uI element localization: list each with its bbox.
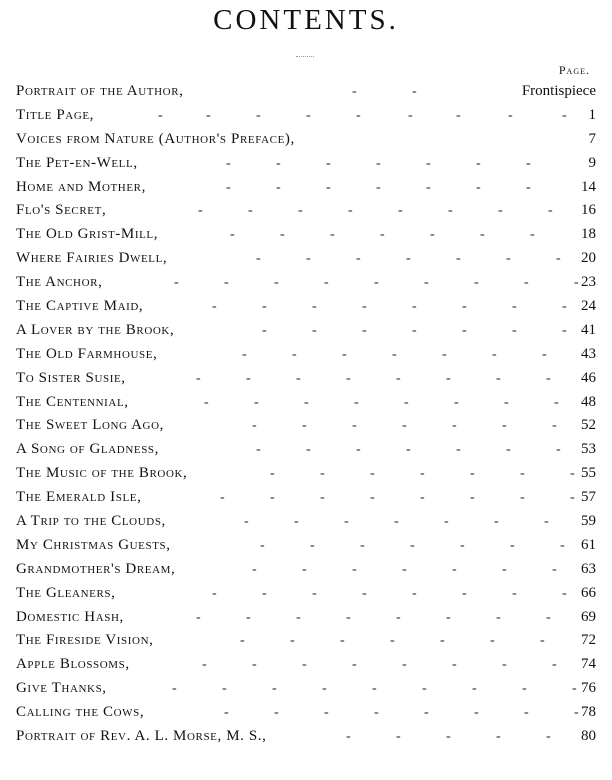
- toc-entry-page: 48: [581, 393, 596, 410]
- leader-dash: -: [280, 227, 285, 243]
- toc-entry: [16, 677, 596, 701]
- leader-dash: -: [524, 275, 529, 291]
- leader-dash: -: [506, 251, 511, 267]
- leader-dash: -: [310, 537, 315, 553]
- leader-dash: -: [570, 490, 575, 506]
- toc-entry-title: The Gleaners,: [16, 584, 116, 601]
- leader-dash: -: [224, 705, 229, 721]
- toc-entry: [16, 438, 596, 462]
- toc-entry-page: 66: [581, 584, 596, 601]
- leader-dash: -: [256, 107, 261, 123]
- toc-entry-page: Frontispiece: [521, 83, 596, 99]
- leader-dash: -: [512, 299, 517, 315]
- leader-dash: -: [372, 681, 377, 697]
- leader-dash: -: [274, 275, 279, 291]
- title-rule: [296, 56, 314, 58]
- toc-entry-title: The Anchor,: [16, 274, 103, 291]
- leader-dash: -: [306, 251, 311, 267]
- leader-dash: -: [370, 466, 375, 482]
- toc-entry: [16, 534, 596, 558]
- leader-dash: -: [396, 370, 401, 386]
- toc-entry: [16, 247, 596, 271]
- toc-entry-page: 1: [588, 106, 596, 123]
- leader-dash: -: [306, 442, 311, 458]
- leader-dash: -: [506, 442, 511, 458]
- leader-dash: -: [456, 251, 461, 267]
- toc-entry: [16, 462, 596, 486]
- leader-dash: -: [456, 107, 461, 123]
- leader-dash: -: [246, 370, 251, 386]
- leader-dash: -: [452, 657, 457, 673]
- leader-dash: -: [420, 466, 425, 482]
- leader-dash: -: [312, 299, 317, 315]
- toc-entry: [16, 176, 596, 200]
- leader-dash: -: [508, 107, 513, 123]
- leader-dash: -: [320, 466, 325, 482]
- leader-dash: -: [570, 466, 575, 482]
- toc-entry-page: 43: [581, 345, 596, 362]
- leader-dash: -: [396, 609, 401, 625]
- leader-dash: -: [412, 322, 417, 338]
- leader-dash: -: [252, 657, 257, 673]
- leader-dash: -: [262, 322, 267, 338]
- leader-dash: -: [542, 346, 547, 362]
- leader-dash: -: [262, 585, 267, 601]
- leader-dash: -: [502, 561, 507, 577]
- leader-dash: -: [406, 251, 411, 267]
- toc-entry: [16, 414, 596, 438]
- leader-dash: -: [422, 681, 427, 697]
- toc-entry-page: 24: [581, 298, 596, 315]
- leader-dash: -: [426, 179, 431, 195]
- leader-dash: -: [220, 490, 225, 506]
- leader-dash: -: [476, 179, 481, 195]
- toc-entry-page: 18: [581, 226, 596, 243]
- toc-entry: [16, 223, 596, 247]
- toc-entry-title: To Sister Susie,: [16, 369, 126, 386]
- leader-dash: -: [256, 442, 261, 458]
- leader-dash: -: [222, 681, 227, 697]
- leader-dash: -: [324, 275, 329, 291]
- leader-dash: -: [346, 609, 351, 625]
- leader-dash: -: [206, 107, 211, 123]
- leader-dash: -: [470, 490, 475, 506]
- leader-dash: -: [370, 490, 375, 506]
- toc-entry: [16, 295, 596, 319]
- toc-entry-page: 63: [581, 560, 596, 577]
- leader-dash: -: [270, 490, 275, 506]
- table-of-contents: [16, 80, 596, 749]
- toc-entry-page: 14: [581, 178, 596, 195]
- leader-dash: -: [546, 370, 551, 386]
- leader-dash: -: [312, 322, 317, 338]
- leader-dash: -: [476, 155, 481, 171]
- leader-dash: -: [226, 179, 231, 195]
- toc-entry: [16, 319, 596, 343]
- toc-entry-page: 78: [581, 704, 596, 721]
- leader-dash: -: [322, 681, 327, 697]
- leader-dash: -: [496, 370, 501, 386]
- leader-dash: -: [276, 155, 281, 171]
- leader-dash: -: [196, 609, 201, 625]
- leader-dash: -: [526, 179, 531, 195]
- leader-dash: -: [496, 609, 501, 625]
- toc-entry: [16, 629, 596, 653]
- leader-dash: -: [380, 227, 385, 243]
- leader-dash: -: [302, 418, 307, 434]
- leader-dash: -: [502, 418, 507, 434]
- leader-dash: -: [524, 705, 529, 721]
- leader-dash: -: [242, 346, 247, 362]
- leader-dash: -: [562, 585, 567, 601]
- leader-dash: -: [556, 251, 561, 267]
- leader-dash: -: [352, 84, 357, 99]
- leader-dash: -: [562, 107, 567, 123]
- leader-dash: -: [344, 514, 349, 530]
- leader-dash: -: [442, 346, 447, 362]
- leader-dash: -: [480, 227, 485, 243]
- leader-dash: -: [374, 275, 379, 291]
- leader-dash: -: [392, 346, 397, 362]
- toc-entry-page: 7: [588, 130, 596, 147]
- toc-entry-title: Domestic Hash,: [16, 608, 124, 625]
- leader-dash: -: [474, 705, 479, 721]
- leader-dash: -: [296, 370, 301, 386]
- leader-dash: -: [276, 179, 281, 195]
- leader-dash: -: [158, 107, 163, 123]
- toc-entry-title: Apple Blossoms,: [16, 656, 130, 673]
- toc-entry-title: The Old Farmhouse,: [16, 345, 158, 362]
- leader-dash: -: [410, 537, 415, 553]
- toc-entry-page: 20: [581, 250, 596, 267]
- leader-dash: -: [462, 322, 467, 338]
- leader-dash: -: [446, 609, 451, 625]
- toc-entry-page: 72: [581, 632, 596, 649]
- leader-dash: -: [526, 155, 531, 171]
- toc-entry-title: Give Thanks,: [16, 680, 107, 697]
- toc-entry: [16, 199, 596, 223]
- leader-dash: -: [230, 227, 235, 243]
- leader-dash: -: [562, 299, 567, 315]
- leader-dash: -: [420, 490, 425, 506]
- leader-dash: -: [256, 251, 261, 267]
- leader-dash: -: [302, 657, 307, 673]
- toc-entry-title: Calling the Cows,: [16, 704, 145, 721]
- leader-dash: -: [394, 514, 399, 530]
- leader-dash: -: [412, 585, 417, 601]
- toc-entry-title: Flo's Secret,: [16, 202, 107, 219]
- toc-entry-title: Grandmother's Dream,: [16, 560, 176, 577]
- leader-dash: -: [544, 514, 549, 530]
- leader-dash: -: [552, 561, 557, 577]
- leader-dash: -: [424, 275, 429, 291]
- leader-dash: -: [262, 299, 267, 315]
- leader-dash: -: [448, 203, 453, 219]
- leader-dash: -: [198, 203, 203, 219]
- leader-dash: -: [172, 681, 177, 697]
- leader-dash: -: [212, 585, 217, 601]
- toc-entry: [16, 510, 596, 534]
- leader-dash: -: [312, 585, 317, 601]
- leader-dash: -: [226, 155, 231, 171]
- leader-dash: -: [212, 299, 217, 315]
- leader-dash: -: [406, 442, 411, 458]
- leader-dash: -: [306, 107, 311, 123]
- toc-entry-page: 76: [581, 680, 596, 697]
- leader-dash: -: [304, 394, 309, 410]
- leader-dash: -: [520, 466, 525, 482]
- leader-dash: -: [452, 561, 457, 577]
- leader-dash: -: [356, 442, 361, 458]
- leader-dash: -: [202, 657, 207, 673]
- leader-dash: -: [430, 227, 435, 243]
- toc-entry-title: Voices from Nature (Author's Preface),: [16, 130, 295, 147]
- leader-dash: -: [474, 275, 479, 291]
- toc-entry-title: The Fireside Vision,: [16, 632, 154, 649]
- leader-dash: -: [512, 585, 517, 601]
- toc-entry: [16, 152, 596, 176]
- toc-entry: [16, 725, 596, 749]
- toc-entry-page: 53: [581, 441, 596, 458]
- leader-dash: -: [340, 633, 345, 649]
- leader-dash: -: [462, 299, 467, 315]
- page-column-label: Page.: [558, 63, 590, 77]
- leader-dash: -: [444, 514, 449, 530]
- toc-entry-title: Portrait of Rev. A. L. Morse, M. S.,: [16, 728, 267, 745]
- leader-dash: -: [196, 370, 201, 386]
- leader-dash: -: [270, 466, 275, 482]
- toc-entry-page: 52: [581, 417, 596, 434]
- toc-entry-page: 9: [588, 154, 596, 171]
- leader-dash: -: [342, 346, 347, 362]
- leader-dash: -: [498, 203, 503, 219]
- toc-entry-page: 80: [581, 728, 596, 745]
- toc-entry: [16, 80, 596, 104]
- leader-dash: -: [224, 275, 229, 291]
- leader-dash: -: [320, 490, 325, 506]
- leader-dash: -: [552, 657, 557, 673]
- toc-entry-title: My Christmas Guests,: [16, 536, 171, 553]
- leader-dash: -: [330, 227, 335, 243]
- leader-dash: -: [562, 322, 567, 338]
- toc-entry: [16, 558, 596, 582]
- leader-dash: -: [294, 514, 299, 530]
- toc-entry: [16, 391, 596, 415]
- page-title: CONTENTS.: [213, 4, 399, 36]
- toc-entry-title: A Lover by the Brook,: [16, 321, 175, 338]
- leader-dash: -: [470, 466, 475, 482]
- leader-dash: -: [502, 657, 507, 673]
- leader-dash: -: [272, 681, 277, 697]
- leader-dash: -: [398, 203, 403, 219]
- leader-dash: -: [446, 370, 451, 386]
- leader-dash: -: [404, 394, 409, 410]
- leader-dash: -: [452, 418, 457, 434]
- leader-dash: -: [560, 537, 565, 553]
- leader-dash: -: [572, 681, 577, 697]
- leader-dash: -: [460, 537, 465, 553]
- toc-entry-page: 74: [581, 656, 596, 673]
- toc-entry-title: A Trip to the Clouds,: [16, 513, 166, 530]
- leader-dash: -: [408, 107, 413, 123]
- toc-entry-page: 59: [581, 513, 596, 530]
- toc-entry: [16, 343, 596, 367]
- leader-dash: -: [356, 251, 361, 267]
- leader-dash: -: [302, 561, 307, 577]
- leader-dash: -: [298, 203, 303, 219]
- leader-dash: -: [290, 633, 295, 649]
- leader-dash: -: [346, 370, 351, 386]
- leader-dash: -: [510, 537, 515, 553]
- leader-dash: -: [554, 394, 559, 410]
- leader-dash: -: [260, 537, 265, 553]
- toc-entry-title: Title Page,: [16, 106, 95, 123]
- leader-dash: -: [374, 705, 379, 721]
- toc-entry-page: 23: [581, 274, 596, 291]
- leader-dash: -: [274, 705, 279, 721]
- leader-dash: -: [552, 418, 557, 434]
- toc-entry: [16, 128, 596, 152]
- toc-entry: [16, 271, 596, 295]
- leader-dash: -: [426, 155, 431, 171]
- leader-dash: -: [402, 418, 407, 434]
- toc-entry-title: A Song of Gladness,: [16, 441, 159, 458]
- leader-dash: -: [346, 729, 351, 745]
- leader-dash: -: [548, 203, 553, 219]
- leader-dash: -: [412, 84, 417, 99]
- leader-dash: -: [390, 633, 395, 649]
- leader-dash: -: [240, 633, 245, 649]
- leader-dash: -: [574, 705, 579, 721]
- leader-dash: -: [556, 442, 561, 458]
- leader-dash: -: [530, 227, 535, 243]
- leader-dash: -: [362, 322, 367, 338]
- toc-entry-title: Where Fairies Dwell,: [16, 250, 168, 267]
- leader-dash: -: [454, 394, 459, 410]
- toc-entry-title: Portrait of the Author,: [16, 83, 184, 99]
- toc-entry-page: 57: [581, 489, 596, 506]
- toc-entry-title: The Old Grist-Mill,: [16, 226, 159, 243]
- toc-entry-title: The Pet-en-Well,: [16, 154, 138, 171]
- leader-dash: -: [362, 299, 367, 315]
- leader-dash: -: [512, 322, 517, 338]
- toc-entry-page: 16: [581, 202, 596, 219]
- leader-dash: -: [254, 394, 259, 410]
- toc-entry: [16, 367, 596, 391]
- toc-entry-page: 55: [581, 465, 596, 482]
- leader-dash: -: [490, 633, 495, 649]
- leader-dash: -: [574, 275, 579, 291]
- leader-dash: -: [348, 203, 353, 219]
- toc-entry: [16, 701, 596, 725]
- leader-dash: -: [546, 729, 551, 745]
- leader-dash: -: [540, 633, 545, 649]
- leader-dash: -: [504, 394, 509, 410]
- leader-dash: -: [496, 729, 501, 745]
- leader-dash: -: [296, 609, 301, 625]
- leader-dash: -: [174, 275, 179, 291]
- leader-dash: -: [462, 585, 467, 601]
- leader-dash: -: [376, 179, 381, 195]
- leader-dash: -: [546, 609, 551, 625]
- leader-dash: -: [244, 514, 249, 530]
- leader-dash: -: [352, 657, 357, 673]
- leader-dash: -: [520, 490, 525, 506]
- leader-dash: -: [424, 705, 429, 721]
- leader-dash: -: [362, 585, 367, 601]
- leader-dash: -: [324, 705, 329, 721]
- toc-entry-page: 46: [581, 369, 596, 386]
- toc-entry: [16, 653, 596, 677]
- leader-dash: -: [326, 155, 331, 171]
- toc-entry-title: The Centennial,: [16, 393, 129, 410]
- leader-dash: -: [252, 418, 257, 434]
- leader-dash: -: [356, 107, 361, 123]
- toc-entry: [16, 582, 596, 606]
- leader-dash: -: [292, 346, 297, 362]
- leader-dash: -: [352, 418, 357, 434]
- leader-dash: -: [412, 299, 417, 315]
- leader-dash: -: [352, 561, 357, 577]
- leader-dash: -: [456, 442, 461, 458]
- leader-dash: -: [252, 561, 257, 577]
- toc-entry-page: 61: [581, 536, 596, 553]
- leader-dash: -: [446, 729, 451, 745]
- leader-dash: -: [402, 561, 407, 577]
- leader-dash: -: [492, 346, 497, 362]
- leader-dash: -: [440, 633, 445, 649]
- toc-entry-title: The Captive Maid,: [16, 298, 144, 315]
- toc-entry-title: The Music of the Brook,: [16, 465, 188, 482]
- toc-entry: [16, 104, 596, 128]
- leader-dash: -: [494, 514, 499, 530]
- leader-dash: -: [376, 155, 381, 171]
- toc-entry: [16, 486, 596, 510]
- leader-dash: -: [360, 537, 365, 553]
- leader-dash: -: [204, 394, 209, 410]
- leader-dash: -: [326, 179, 331, 195]
- leader-dash: -: [472, 681, 477, 697]
- leader-dash: -: [396, 729, 401, 745]
- toc-entry-title: The Emerald Isle,: [16, 489, 142, 506]
- toc-entry-page: 69: [581, 608, 596, 625]
- leader-dash: -: [248, 203, 253, 219]
- toc-entry: [16, 606, 596, 630]
- toc-entry-title: Home and Mother,: [16, 178, 146, 195]
- leader-dash: -: [522, 681, 527, 697]
- leader-dash: -: [354, 394, 359, 410]
- leader-dash: -: [246, 609, 251, 625]
- leader-dash: -: [402, 657, 407, 673]
- toc-entry-page: 41: [581, 321, 596, 338]
- toc-entry-title: The Sweet Long Ago,: [16, 417, 164, 434]
